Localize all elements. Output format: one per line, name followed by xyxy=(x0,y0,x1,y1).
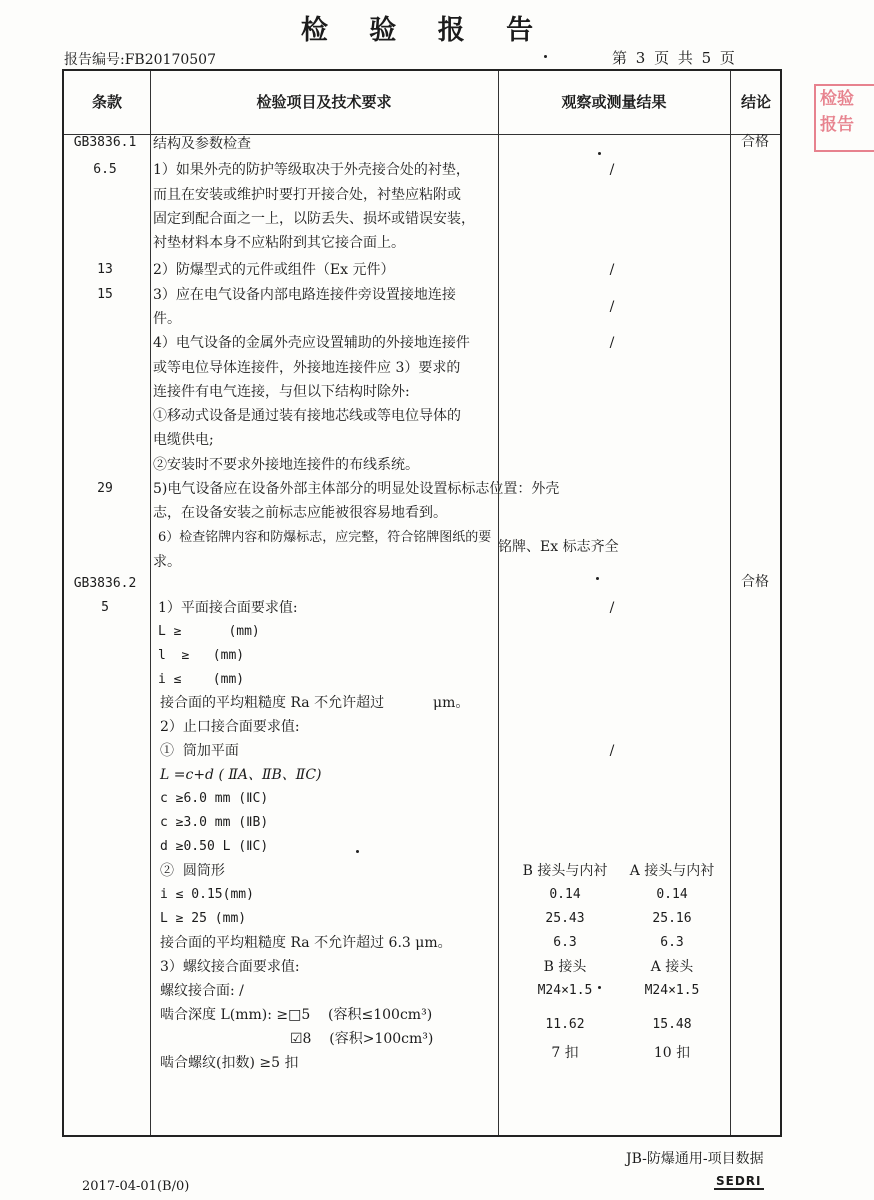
item-line: i ≤ 0.15(mm) xyxy=(160,887,254,902)
item-line: L =c+d ( ⅡA、ⅡB、ⅡC) xyxy=(160,767,322,783)
clause-cell: 13 xyxy=(97,262,113,277)
result-col-b-header: B 接头与内衬 xyxy=(522,863,608,879)
clause-cell: 5 xyxy=(101,600,109,615)
result-slash: / xyxy=(609,299,615,315)
item-line: 件。 xyxy=(153,311,181,327)
item-line: 2）止口接合面要求值: xyxy=(160,719,300,735)
conclusion-cell: 合格 xyxy=(741,134,769,150)
header-item: 检验项目及技术要求 xyxy=(256,93,392,111)
item-line: c ≥6.0 mm (ⅡC) xyxy=(160,791,269,806)
result-value-a: 0.14 xyxy=(656,887,688,902)
item-line: 啮合螺纹(扣数) ≥5 扣 xyxy=(160,1055,299,1071)
item-line: 连接件有电气连接，与但以下结构时除外: xyxy=(153,384,410,400)
result-value-a: 15.48 xyxy=(652,1017,692,1032)
item-line: 5)电气设备应在设备外部主体部分的明显处设置标标志位置：外壳 xyxy=(153,481,560,497)
result-slash: / xyxy=(609,262,615,278)
conclusion-cell: 合格 xyxy=(741,574,769,590)
result-value-a: 10 扣 xyxy=(653,1045,691,1061)
item-line: 或等电位导体连接件，外接地连接件应 3）要求的 xyxy=(153,360,461,376)
item-line: L ≥ (mm) xyxy=(158,624,260,639)
clause-cell: GB3836.2 xyxy=(73,576,137,591)
inspection-stamp: 检验 报告 xyxy=(814,84,874,152)
document-title: 检 验 报 告 xyxy=(300,15,550,46)
item-line: L ≥ 25 (mm) xyxy=(160,911,247,926)
result-value-b: 0.14 xyxy=(549,887,581,902)
scan-dot xyxy=(544,55,547,58)
item-line: l ≥ (mm) xyxy=(158,648,245,663)
item-line: 结构及参数检查 xyxy=(153,136,251,152)
item-line: 求。 xyxy=(153,554,181,570)
date-code: 2017-04-01(B/0) xyxy=(82,1179,190,1194)
result-value-b: M24×1.5 xyxy=(537,983,593,998)
result-value-b: 6.3 xyxy=(553,935,577,950)
item-line: ☑8 (容积>100cm³) xyxy=(290,1031,434,1047)
scan-dot xyxy=(356,850,359,853)
item-line: 接合面的平均粗糙度 Ra 不允许超过 6.3 μm。 xyxy=(160,935,452,951)
clause-cell: 15 xyxy=(97,287,113,302)
item-line: 啮合深度 L(mm): ≥□5 (容积≤100cm³) xyxy=(160,1007,433,1023)
result-slash: / xyxy=(609,335,615,351)
item-line: 志，在设备安装之前标志应能被很容易地看到。 xyxy=(153,505,447,521)
item-line: 电缆供电; xyxy=(153,432,214,448)
result-slash: / xyxy=(609,162,615,178)
item-line: d ≥0.50 L (ⅡC) xyxy=(160,839,269,854)
item-line: 固定到配合面之一上，以防丢失、损坏或错误安装， xyxy=(153,211,475,227)
clause-cell: 6.5 xyxy=(93,162,117,177)
scan-dot xyxy=(598,152,601,155)
form-name: JB-防爆通用-项目数据 xyxy=(626,1151,764,1167)
scan-dot xyxy=(598,986,601,989)
clause-cell: 29 xyxy=(97,481,113,496)
result-value-a: 6.3 xyxy=(660,935,684,950)
result-slash: / xyxy=(609,743,615,759)
item-line: 1）平面接合面要求值: xyxy=(158,600,298,616)
item-line: c ≥3.0 mm (ⅡB) xyxy=(160,815,269,830)
result-slash: / xyxy=(609,600,615,616)
item-line: 接合面的平均粗糙度 Ra 不允许超过 μm。 xyxy=(160,695,470,711)
item-line: ② 圆筒形 xyxy=(160,863,225,879)
result-col-a-header: A 接头与内衬 xyxy=(629,863,715,879)
item-line: ① 筒加平面 xyxy=(160,743,239,759)
header-result: 观察或测量结果 xyxy=(561,93,667,111)
item-line: 螺纹接合面: / xyxy=(160,983,244,999)
item-line: 1）如果外壳的防护等级取决于外壳接合处的衬垫， xyxy=(153,162,470,178)
item-line: ①移动式设备是通过装有接地芯线或等电位导体的 xyxy=(153,408,461,424)
header-conclusion: 结论 xyxy=(740,93,771,111)
result-value-a: 25.16 xyxy=(652,911,692,926)
report-number: 报告编号:FB20170507 xyxy=(64,52,216,68)
sedri-logo: SEDRI xyxy=(716,1174,762,1188)
result-value-b: B 接头 xyxy=(543,959,587,975)
clause-cell: GB3836.1 xyxy=(73,135,137,150)
item-line: i ≤ (mm) xyxy=(158,672,245,687)
item-line: 3）螺纹接合面要求值: xyxy=(160,959,300,975)
item-line: 6）检查铭牌内容和防爆标志，应完整，符合铭牌图纸的要 xyxy=(158,530,492,545)
page-indicator: 第 3 页 共 5 页 xyxy=(612,49,735,67)
column-divider xyxy=(150,71,151,1135)
scan-dot xyxy=(596,577,599,580)
item-line: 而且在安装或维护时要打开接合处，衬垫应粘附或 xyxy=(153,187,461,203)
header-clause: 条款 xyxy=(91,93,122,111)
item-line: 2）防爆型式的元件或组件（Ex 元件） xyxy=(153,262,395,278)
result-value-a: A 接头 xyxy=(650,959,694,975)
item-line: 3）应在电气设备内部电路连接件旁设置接地连接 xyxy=(153,287,456,303)
result-value-b: 25.43 xyxy=(545,911,585,926)
result-value-b: 7 扣 xyxy=(551,1045,579,1061)
item-line: 4）电气设备的金属外壳应设置辅助的外接地连接件 xyxy=(153,335,470,351)
result-value-a: M24×1.5 xyxy=(644,983,700,998)
result-value-b: 11.62 xyxy=(545,1017,585,1032)
item-line: 衬垫材料本身不应粘附到其它接合面上。 xyxy=(153,235,405,251)
column-divider xyxy=(498,71,499,1135)
item-line: ②安装时不要求外接地连接件的布线系统。 xyxy=(153,457,419,473)
result-marking: 铭牌、Ex 标志齐全 xyxy=(498,539,619,555)
